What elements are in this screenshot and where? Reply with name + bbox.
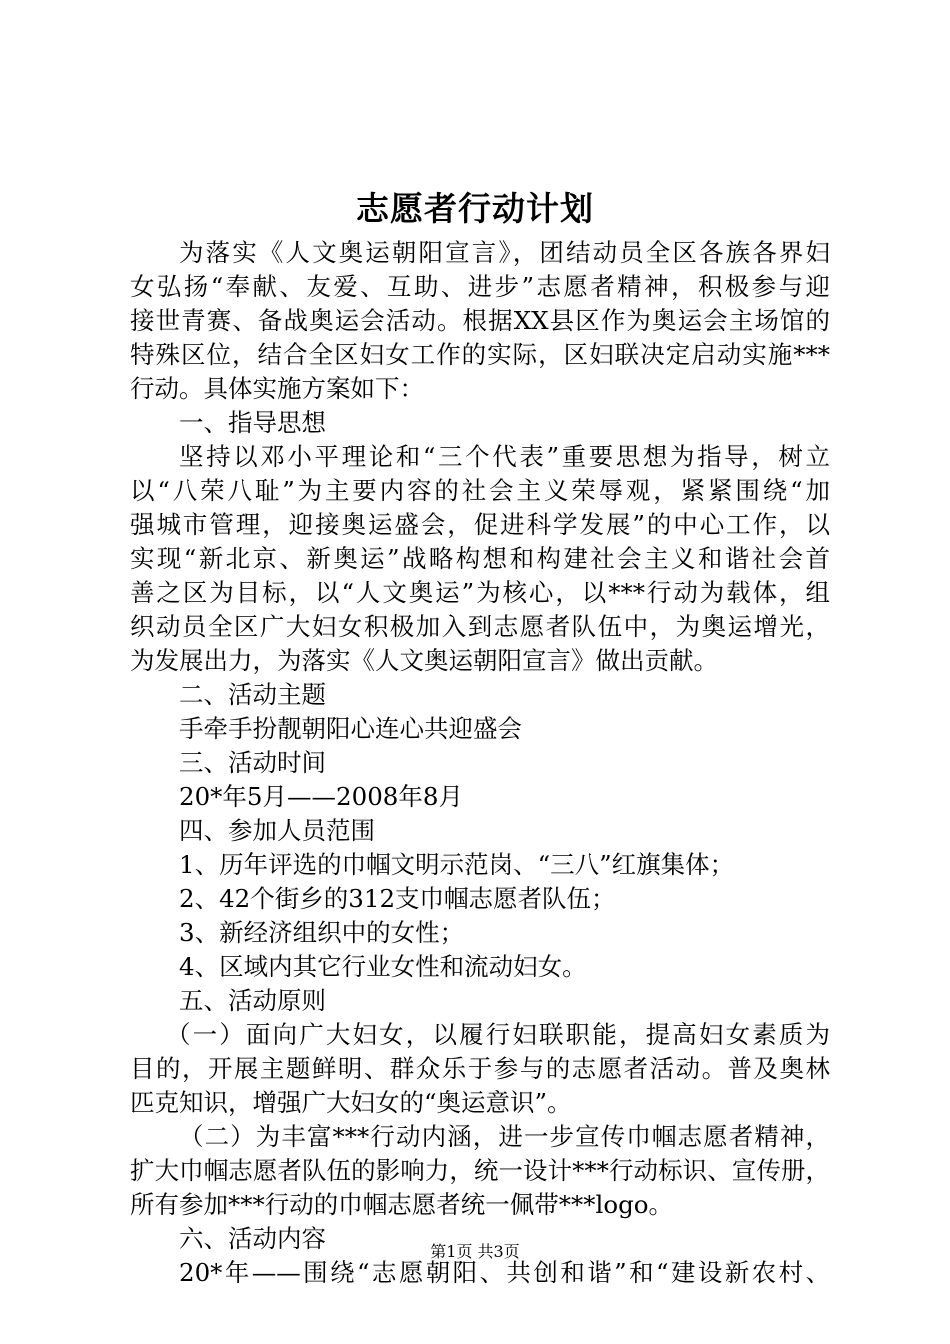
paragraph-line: 坚持以邓小平理论和“三个代表”重要思想为指导，树立 bbox=[179, 442, 830, 471]
paragraph-line: 20*年——围绕“志愿朝阳、共创和谐”和“建设新农村、 bbox=[179, 1258, 830, 1287]
list-item: 3、新经济组织中的女性； bbox=[179, 918, 465, 947]
section-heading: 一、指导思想 bbox=[179, 408, 326, 437]
paragraph-line: （二）为丰富***行动内涵，进一步宣传巾帼志愿者精神， bbox=[179, 1122, 830, 1151]
paragraph-line: 织动员全区广大妇女积极加入到志愿者队伍中，为奥运增光， bbox=[130, 612, 830, 641]
list-item: 1、历年评选的巾帼文明示范岗、“三八”红旗集体； bbox=[179, 850, 735, 879]
document-body bbox=[130, 236, 830, 1290]
paragraph-line: 20*年5月——2008年8月 bbox=[179, 782, 463, 811]
paragraph-line: 强城市管理，迎接奥运盛会，促进科学发展”的中心工作，以 bbox=[130, 510, 830, 539]
paragraph-line: 目的，开展主题鲜明、群众乐于参与的志愿者活动。普及奥林 bbox=[130, 1054, 830, 1083]
section-heading: 二、活动主题 bbox=[179, 680, 326, 709]
section-heading: 六、活动内容 bbox=[179, 1224, 326, 1253]
paragraph-line: 手牵手扮靓朝阳心连心共迎盛会 bbox=[179, 714, 522, 743]
paragraph-line: 所有参加***行动的巾帼志愿者统一佩带***logo。 bbox=[130, 1190, 674, 1219]
paragraph-line: 实现“新北京、新奥运”战略构想和构建社会主义和谐社会首 bbox=[130, 544, 830, 573]
paragraph-line: 女弘扬“奉献、友爱、互助、进步”志愿者精神，积极参与迎 bbox=[130, 272, 830, 301]
paragraph-line: （一）面向广大妇女，以履行妇联职能，提高妇女素质为 bbox=[166, 1020, 830, 1049]
paragraph-line: 行动。具体实施方案如下： bbox=[130, 374, 424, 403]
document-title: 志愿者行动计划 bbox=[356, 189, 594, 228]
section-heading: 五、活动原则 bbox=[179, 986, 326, 1015]
section-heading: 三、活动时间 bbox=[179, 748, 326, 777]
paragraph-line: 接世青赛、备战奥运会活动。根据XX县区作为奥运会主场馆的 bbox=[130, 306, 830, 335]
paragraph-line: 以“八荣八耻”为主要内容的社会主义荣辱观，紧紧围绕“加 bbox=[130, 476, 830, 505]
list-item: 4、区域内其它行业女性和流动妇女。 bbox=[179, 952, 587, 981]
paragraph-line: 扩大巾帼志愿者队伍的影响力，统一设计***行动标识、宣传册， bbox=[130, 1156, 830, 1185]
paragraph-line: 匹克知识，增强广大妇女的“奥运意识”。 bbox=[130, 1088, 572, 1117]
page-footer: 第1页 共3页 bbox=[430, 1242, 520, 1261]
paragraph-line: 善之区为目标，以“人文奥运”为核心，以***行动为载体，组 bbox=[130, 578, 830, 607]
section-heading: 四、参加人员范围 bbox=[179, 816, 375, 845]
paragraph-line: 特殊区位，结合全区妇女工作的实际，区妇联决定启动实施*** bbox=[130, 340, 830, 369]
list-item: 2、42个街乡的312支巾帼志愿者队伍； bbox=[179, 884, 616, 913]
paragraph-line: 为发展出力，为落实《人文奥运朝阳宣言》做出贡献。 bbox=[130, 646, 718, 675]
paragraph-line: 为落实《人文奥运朝阳宣言》，团结动员全区各族各界妇 bbox=[179, 238, 830, 267]
